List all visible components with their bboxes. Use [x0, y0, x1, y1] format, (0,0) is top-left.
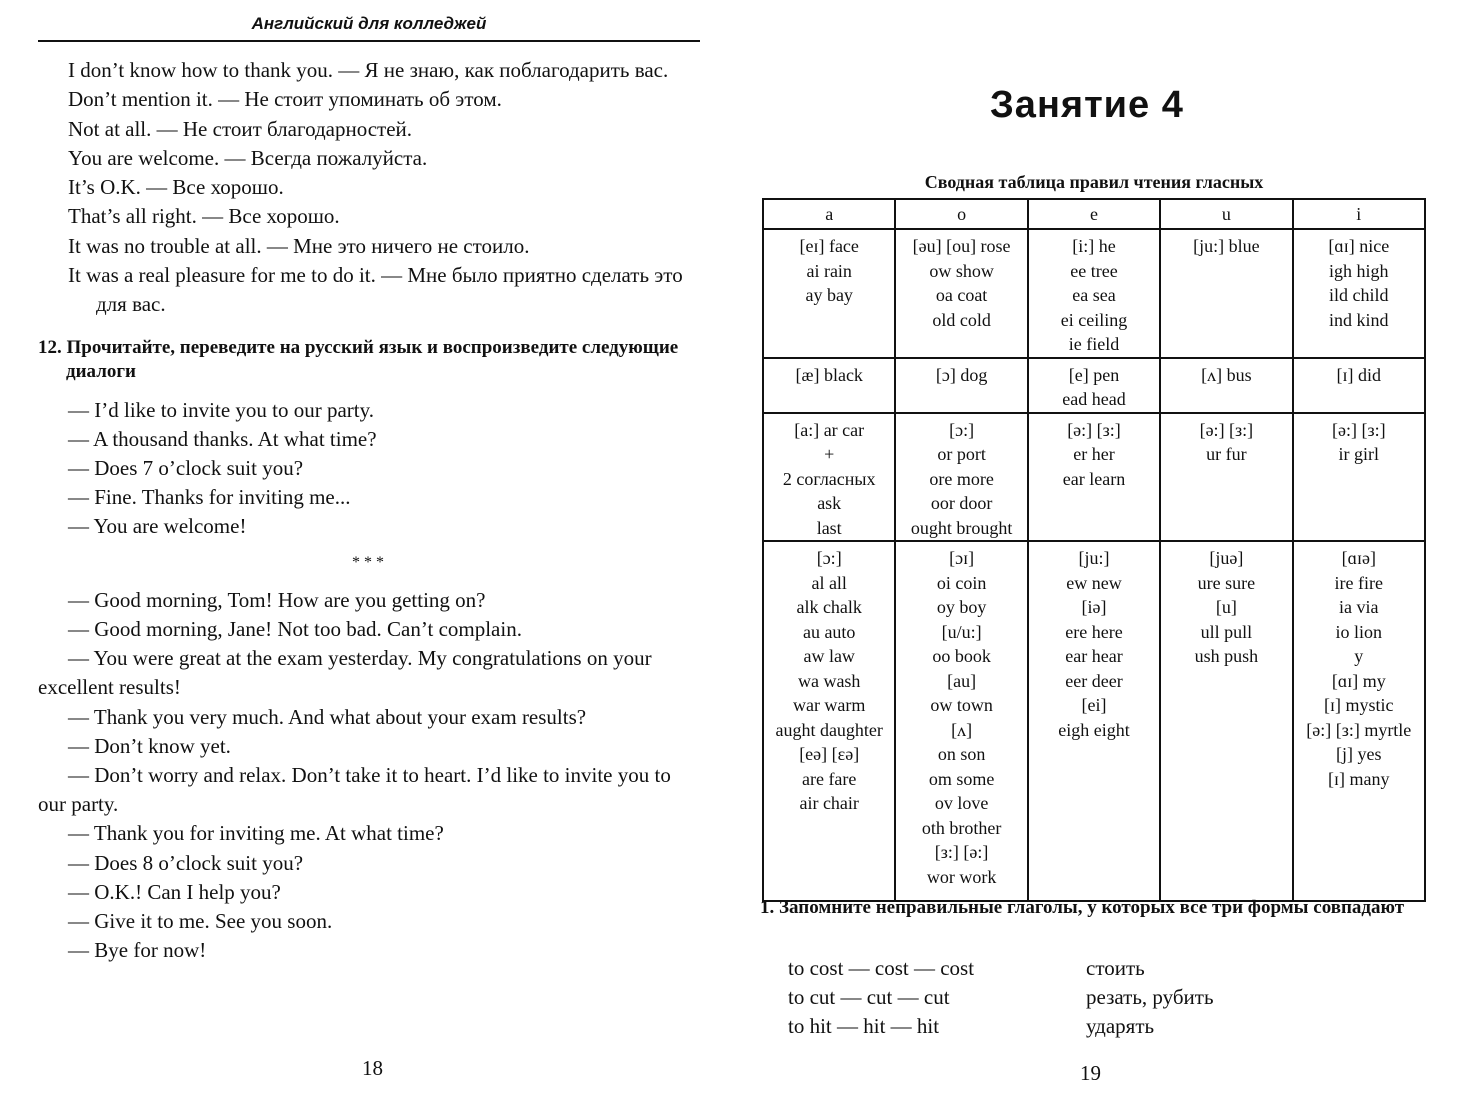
table-cell [895, 541, 1027, 901]
table-cell [1160, 358, 1292, 413]
vowel-reading-rules-table [762, 198, 1426, 902]
table-row [763, 358, 1425, 413]
right-page [730, 0, 1460, 1095]
cell-line: [ɔɪ] [949, 548, 975, 568]
cell-line: oo book [932, 646, 991, 666]
cell-line: [u] [1215, 597, 1237, 617]
cell-line: ur fur [1206, 444, 1247, 464]
phrase-line: That’s all right. — Все хорошо. [68, 204, 340, 229]
cell-line: ow town [930, 695, 993, 715]
cell-line: eer deer [1065, 670, 1123, 691]
cell-line: old cold [932, 309, 991, 330]
cell-line: ask [817, 493, 842, 513]
cell-line: ea sea [1072, 285, 1116, 305]
cell-line: or port [937, 444, 986, 464]
dialog-line: — Thank you for inviting me. At what time? [68, 821, 444, 846]
cell-line: ay bay [805, 285, 853, 305]
table-cell [895, 358, 1027, 413]
dialog-line: — You are welcome! [68, 514, 247, 539]
column-header: e [1028, 199, 1160, 229]
dialog-line: — Thank you very much. And what about your exam results? [68, 704, 587, 729]
cell-line: [з:] [ə:] [934, 842, 989, 862]
column-header: i [1293, 199, 1425, 229]
cell-line: [ɪ] many [1328, 768, 1390, 789]
table-cell [1160, 413, 1292, 542]
page-number-left: 18 [362, 1056, 383, 1080]
cell-line: ire fire [1334, 572, 1384, 593]
cell-line: ere here [1065, 621, 1123, 642]
cell-line: ure sure [1197, 572, 1256, 593]
column-header: o [895, 199, 1027, 229]
table-cell [763, 358, 895, 413]
dialog-line: — A thousand thanks. At what time? [68, 426, 377, 451]
table-cell [1028, 229, 1160, 358]
cell-line: ind kind [1329, 309, 1389, 330]
verb-forms: to cut — cut — cut [788, 985, 950, 1009]
cell-line: ir girl [1338, 444, 1380, 464]
cell-line: ush push [1194, 646, 1259, 666]
cell-line: [ju:] blue [1193, 236, 1260, 256]
cell-line: [ɑɪ] my [1331, 670, 1386, 691]
cell-line: ore more [929, 468, 994, 489]
cell-line: [eɪ] face [799, 236, 859, 256]
dialog-line: — I’d like to invite you to our party. [68, 397, 374, 422]
cell-line: [i:] he [1072, 236, 1116, 256]
dialog-line: — Does 7 o’clock suit you? [68, 456, 304, 481]
phrase-line: Not at all. — Не стоит благодарностей. [68, 116, 413, 141]
cell-line: [u/u:] [941, 621, 982, 642]
cell-line: wa wash [797, 670, 861, 691]
cell-line: y [1354, 646, 1364, 666]
section-separator: * * * [352, 553, 384, 571]
cell-line: [ə:] [з:] [1331, 419, 1386, 440]
cell-line: wor work [926, 866, 997, 887]
cell-line: [j] yes [1336, 744, 1382, 764]
phrase-list [38, 56, 704, 320]
dialog-line: — Good morning, Jane! Not too bad. Can’t complain. [68, 616, 522, 641]
cell-line: oth brother [921, 817, 1002, 838]
dialog-line: — Good morning, Tom! How are you getting on? [68, 587, 486, 612]
table-cell [1293, 358, 1425, 413]
cell-line: ee tree [1070, 260, 1118, 281]
column-header: a [763, 199, 895, 229]
dialog-2 [38, 586, 704, 966]
table-row [763, 413, 1425, 542]
cell-line: ai rain [806, 260, 852, 281]
phrase-line: I don’t know how to thank you. — Я не знаю, как поблагодарить вас. [68, 58, 669, 82]
table-cell [1293, 229, 1425, 358]
dialog-line: — Fine. Thanks for inviting me... [68, 485, 351, 510]
cell-line: [eə] [ɛə] [799, 744, 860, 764]
cell-line: [æ] black [795, 364, 863, 385]
cell-line: al all [811, 572, 847, 593]
verb-row [788, 983, 1408, 1012]
table-cell [763, 541, 895, 901]
cell-line: ear learn [1062, 468, 1126, 489]
cell-line: [juə] [1209, 548, 1244, 568]
cell-line: ear hear [1065, 646, 1123, 666]
cell-line: [ʌ] [951, 719, 973, 740]
cell-line: [ɪ] did [1336, 364, 1382, 385]
irregular-verbs-list [788, 954, 1408, 1041]
table-cell [1293, 413, 1425, 542]
cell-line: ie field [1068, 334, 1120, 354]
cell-line: [ju:] [1078, 548, 1110, 568]
table-cell [1160, 541, 1292, 901]
dialog-line: — Don’t worry and relax. Don’t take it to heart. I’d like to invite you to our party. [38, 762, 671, 817]
dialog-line: — Bye for now! [68, 938, 207, 963]
cell-line: ov love [934, 793, 989, 813]
verb-translation: ударять [1086, 1014, 1155, 1038]
verb-translation: резать, рубить [1086, 985, 1214, 1009]
cell-line: alk chalk [796, 597, 862, 617]
running-head: Английский для колледжей [38, 14, 700, 42]
cell-line: [ʌ] bus [1201, 364, 1252, 385]
cell-line: ead head [1062, 389, 1126, 409]
lesson-title: Занятие 4 [990, 84, 1184, 126]
cell-line: ow show [929, 260, 994, 281]
cell-line: [ə:] [з:] [1199, 419, 1254, 440]
cell-line: [a:] ar car [794, 419, 865, 440]
cell-line: [ɑɪə] [1341, 548, 1376, 568]
cell-line: ull pull [1200, 621, 1253, 642]
cell-line: [iə] [1081, 597, 1107, 617]
cell-line: [ɑɪ] nice [1328, 236, 1390, 256]
table-row [763, 229, 1425, 358]
cell-line: are fare [801, 768, 857, 789]
verb-forms: to cost — cost — cost [788, 956, 975, 980]
verb-row [788, 1012, 1408, 1041]
cell-line: 2 согласных [782, 468, 876, 489]
cell-line: [ɔ:] [816, 548, 842, 568]
table-cell [1028, 413, 1160, 542]
table-caption: Сводная таблица правил чтения гласных [924, 172, 1264, 192]
cell-line: ia via [1339, 597, 1379, 617]
exercise-1-heading: 1. Запомните неправильные глаголы, у которых все три формы совпадают [760, 897, 1405, 918]
cell-line: [ə:] [з:] myrtle [1306, 719, 1412, 740]
table-cell [895, 229, 1027, 358]
dialog-1 [38, 396, 704, 542]
dialog-line: — Does 8 o’clock suit you? [68, 850, 304, 875]
cell-line: ei ceiling [1060, 309, 1128, 330]
table-header-row [763, 199, 1425, 229]
phrase-line: It’s O.K. — Все хорошо. [68, 175, 284, 200]
left-page-body [38, 56, 704, 965]
cell-line: [au] [947, 670, 977, 691]
cell-line: last [816, 517, 842, 538]
column-header: u [1160, 199, 1292, 229]
cell-line: eigh eight [1058, 719, 1130, 740]
phrase-line: You are welcome. — Всегда пожалуйста. [68, 145, 428, 170]
table-cell [1028, 541, 1160, 901]
verb-row [788, 954, 1408, 983]
cell-line: oi coin [936, 572, 987, 593]
cell-line: aught daughter [775, 719, 883, 740]
table-row [763, 541, 1425, 901]
verb-translation: стоить [1086, 956, 1145, 980]
cell-line: [əu] [ou] rose [912, 236, 1011, 256]
dialog-line: — You were great at the exam yesterday. My congratulations on your excellent results! [38, 646, 652, 700]
cell-line: on son [937, 744, 986, 764]
verb-forms: to hit — hit — hit [788, 1014, 940, 1038]
page-number-right: 19 [1080, 1061, 1101, 1085]
cell-line: oy boy [936, 597, 987, 617]
cell-line: au auto [802, 621, 856, 642]
cell-line: war warm [792, 695, 866, 715]
dialog-line: — Give it to me. See you soon. [68, 908, 333, 933]
table-cell [1160, 229, 1292, 358]
cell-line: aw law [803, 646, 855, 666]
cell-line: ew new [1066, 572, 1122, 593]
phrase-line: It was no trouble at all. — Мне это ничего не стоило. [68, 233, 530, 258]
cell-line: ought brought [910, 517, 1013, 538]
cell-line: [ɔ] dog [935, 364, 988, 385]
table-cell [763, 229, 895, 358]
cell-line: oor door [930, 493, 993, 513]
cell-line: air chair [799, 793, 859, 813]
table-cell [895, 413, 1027, 542]
cell-line: [e] pen [1068, 364, 1120, 385]
cell-line: + [824, 444, 835, 464]
cell-line: [ei] [1081, 695, 1107, 715]
table-cell [1028, 358, 1160, 413]
cell-line: ild child [1329, 285, 1389, 305]
table-cell [1293, 541, 1425, 901]
cell-line: io lion [1335, 621, 1383, 642]
cell-line: [ə:] [з:] [1067, 419, 1121, 440]
cell-line: igh high [1329, 260, 1389, 281]
phrase-line: It was a real pleasure for me to do it. — Мне было приятно сделать это для вас. [68, 263, 683, 317]
dialog-line: — O.K.! Can I help you? [68, 879, 281, 904]
phrase-line: Don’t mention it. — Не стоит упоминать об этом. [68, 87, 502, 112]
cell-line: [ɔ:] [949, 419, 975, 440]
cell-line: oa coat [935, 285, 988, 305]
cell-line: er her [1073, 444, 1115, 464]
cell-line: [ɪ] mystic [1324, 695, 1394, 715]
exercise-12-heading: 12. Прочитайте, переведите на русский язык и воспроизведите следующие диалоги [38, 336, 679, 382]
cell-line: om some [928, 768, 995, 789]
dialog-line: — Don’t know yet. [68, 733, 231, 758]
table-cell [763, 413, 895, 542]
